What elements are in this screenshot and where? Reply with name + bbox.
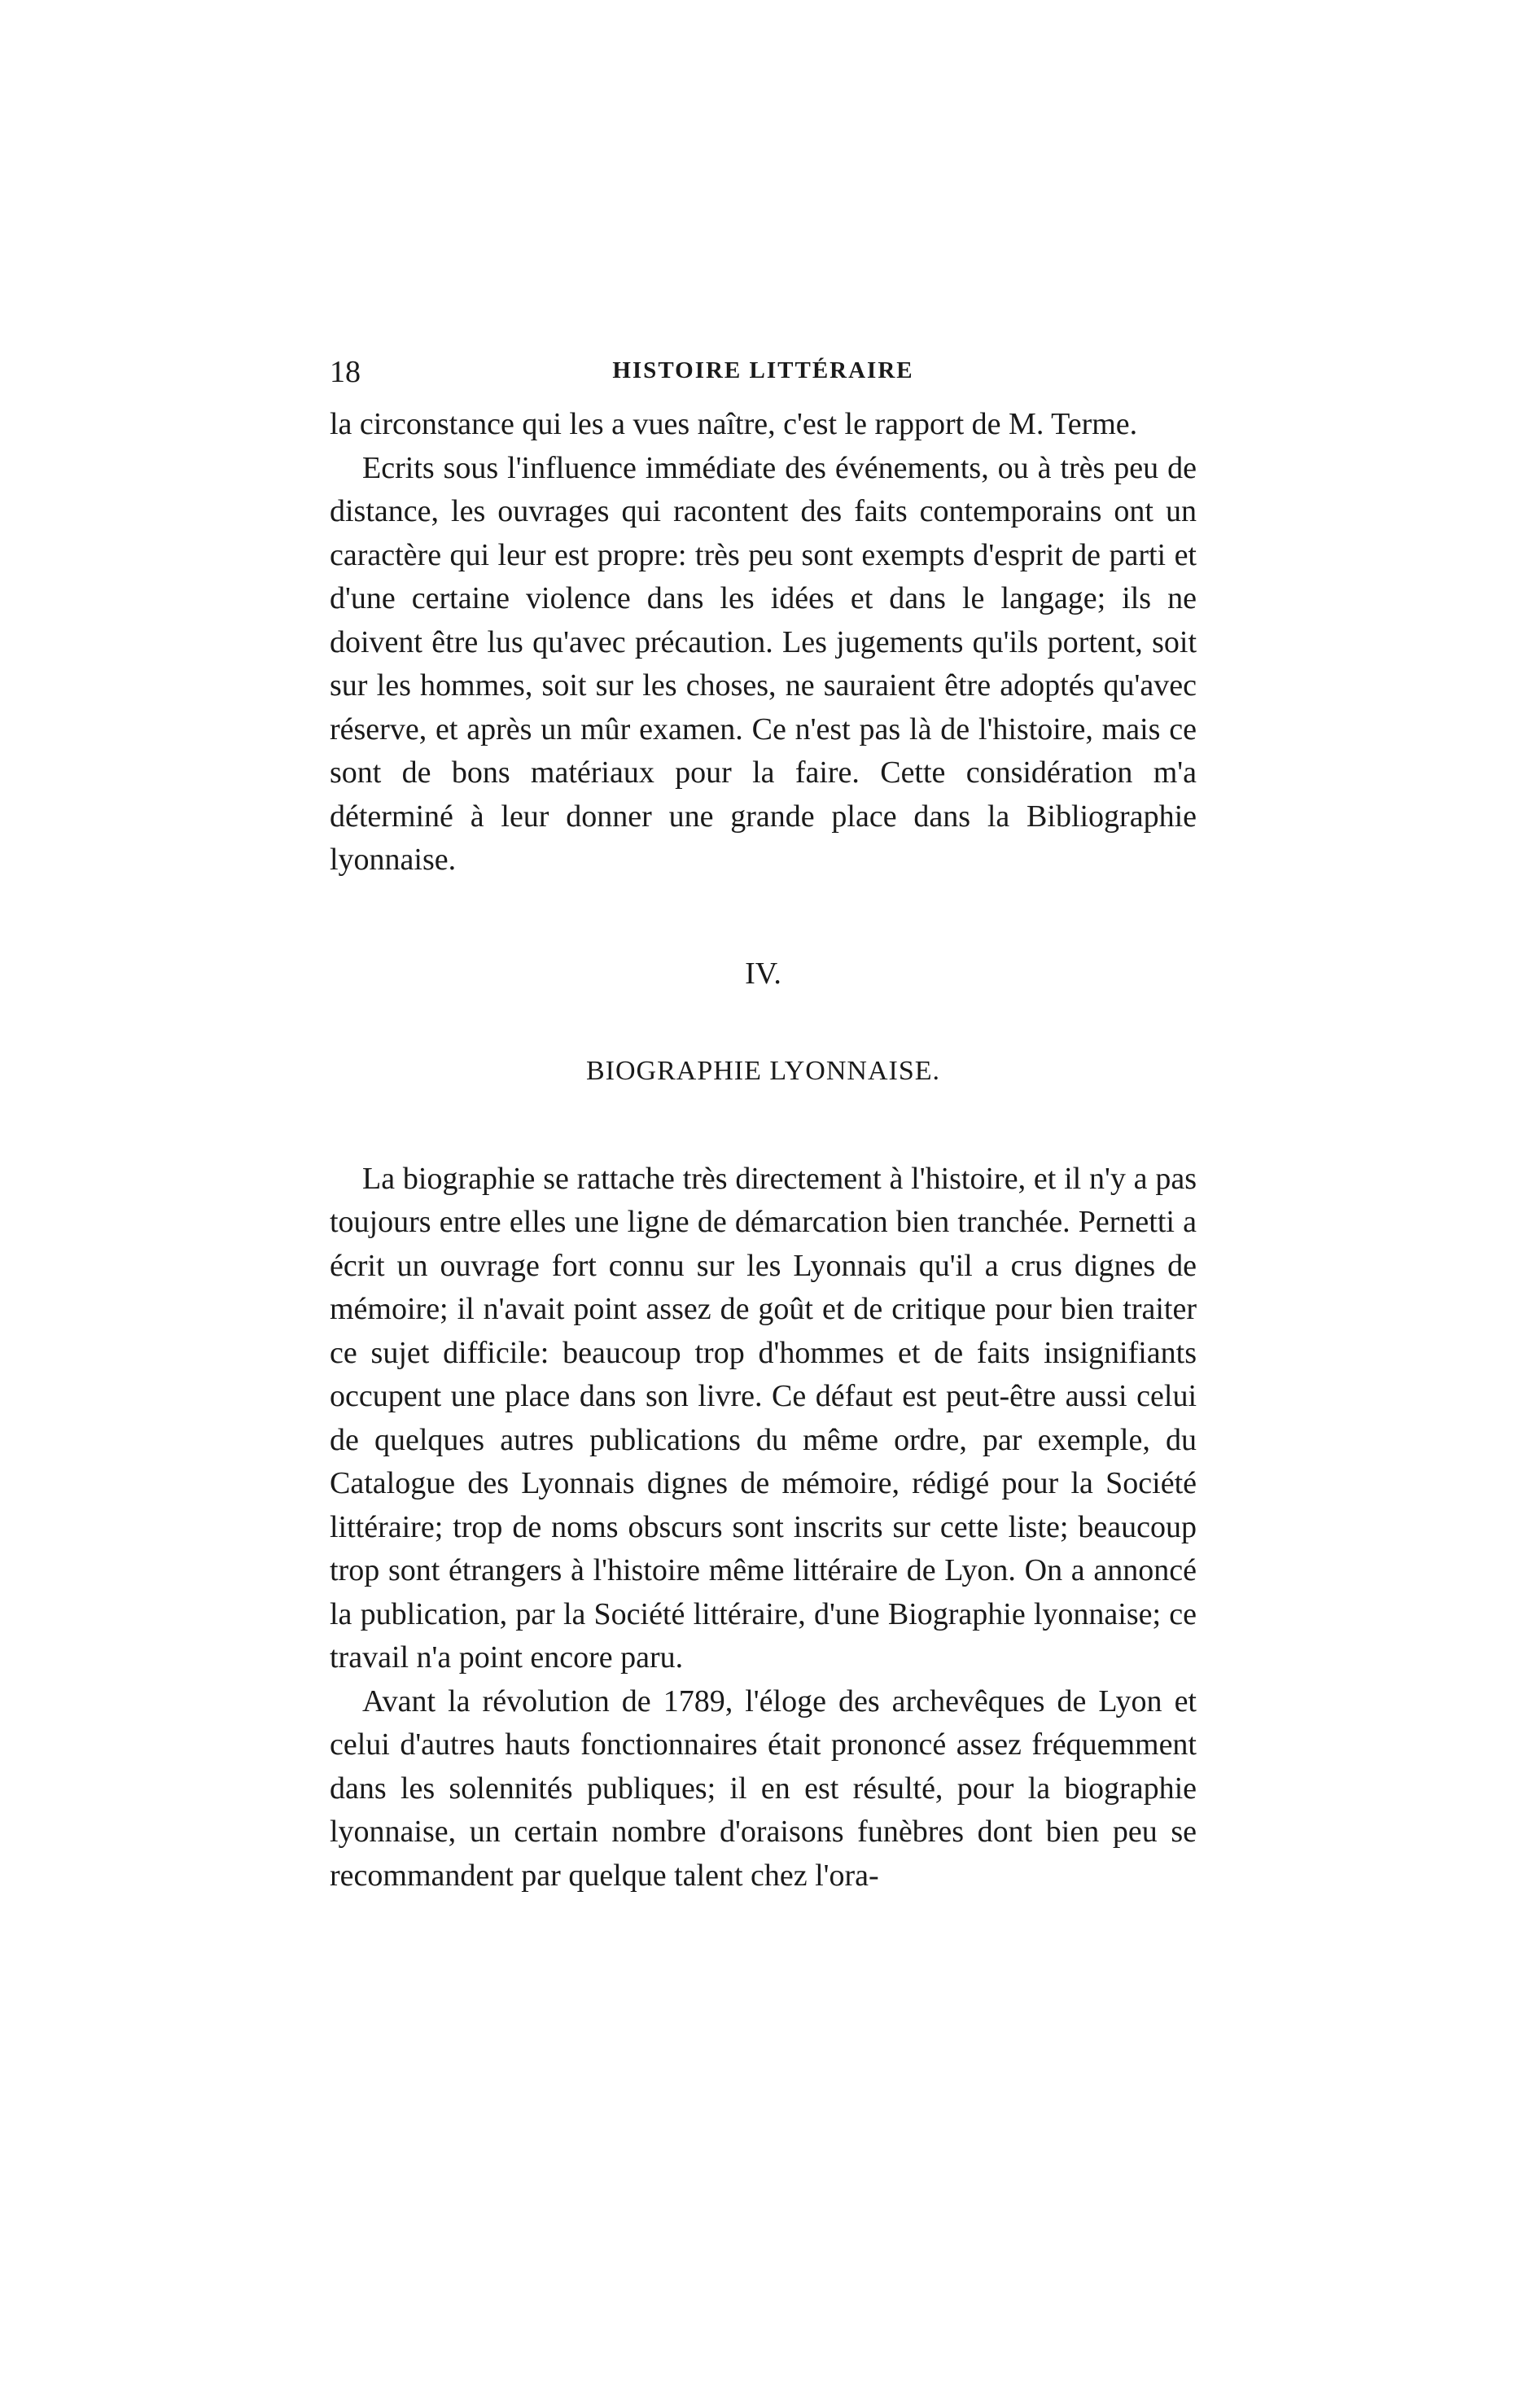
book-page xyxy=(330,354,1197,1898)
running-title: HISTOIRE LITTÉRAIRE xyxy=(612,357,914,383)
paragraph-biography: La biographie se rattache très directement à l'histoire, et il n'y a pas toujours entre elles une ligne de démarcation bien tranchée. Pernetti a écrit un ouvrage fort connu sur les Lyonnais qu'il a crus dignes de mémoire; il n'avait point assez de goût et de critique pour bien traiter ce sujet difficile: beaucoup trop d'hommes et de faits insignifiants occupent une place dans son livre. Ce défaut est peut-être aussi celui de quelques autres publications du même ordre, par exemple, du Catalogue des Lyonnais dignes de mémoire, rédigé pour la Société littéraire; trop de noms obscurs sont inscrits sur cette liste; beaucoup trop sont étrangers à l'histoire même littéraire de Lyon. On a annoncé la publication, par la Société littéraire, d'une Biographie lyonnaise; ce travail n'a point encore paru. xyxy=(330,1161,1197,1675)
page-number: 18 xyxy=(330,355,361,389)
running-head xyxy=(330,354,1197,403)
paragraph-revolution: Avant la révolution de 1789, l'éloge des archevêques de Lyon et celui d'autres hauts fonctionnaires était prononcé assez fréquemment dans les solennités publiques; il en est résulté, pour la biographie lyonnaise, un certain nombre d'oraisons funèbres dont bien peu se recommandent par quelque talent chez l'ora- xyxy=(330,1683,1197,1893)
paragraph-continuation: la circonstance qui les a vues naître, c'est le rapport de M. Terme. xyxy=(330,407,1138,441)
paragraph-contemporary-works: Ecrits sous l'influence immédiate des événements, ou à très peu de distance, les ouvrages qui racontent des faits contemporains ont un caractère qui leur est propre: très peu sont exempts d'esprit de parti et d'une certaine violence dans les idées et dans le langage; ils ne doivent être lus qu'avec précaution. Les jugements qu'ils portent, soit sur les hommes, soit sur les choses, ne sauraient être adoptés qu'avec réserve, et après un mûr examen. Ce n'est pas là de l'histoire, mais ce sont de bons matériaux pour la faire. Cette considération m'a déterminé à leur donner une grande place dans la Bibliographie lyonnaise. xyxy=(330,450,1197,877)
section-title: BIOGRAPHIE LYONNAISE. xyxy=(585,1055,941,1086)
section-number: IV. xyxy=(745,956,781,991)
